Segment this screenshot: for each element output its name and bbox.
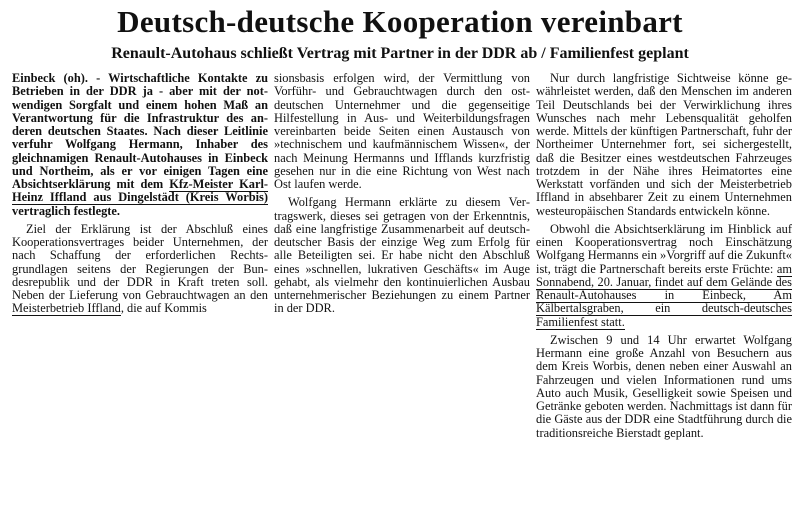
subheadline: Renault-Autohaus schließt Vertrag mit Partner in der DDR ab / Familienfest geplant: [111, 45, 689, 62]
paragraph-text-a: Ziel der Erklärung ist der Abschluß eines Kooperationsvertrages beider Unternehmen, der nach Schaffung der erforderlichen Rechtsgrundlagen seitens der Regierungen der Bundesrepublik und der DDR in Kraft treten soll. Neben der Lieferung von Gebrauchtwagen an den: [12, 221, 268, 302]
paragraph-text-a: Obwohl die Absichtserklärung im Hinblick auf einen Kooperationsvertrag noch Einschätzung Wolfgang Hermanns ein »Vorgriff auf die Zukunft« ist, trägt die Partnerschaft bereits erste Früchte:: [536, 221, 792, 276]
underlined-person-mention: Kfz-Meister Karl-Heinz Iffland aus Dingelstädt (Kreis Worbis): [12, 177, 269, 205]
body-paragraph: Wolfgang Hermann erklärte zu diesem Vertragswerk, dieses sei getragen von der Erkenntnis, daß eine langfristige Zusammenarbeit auf deutsch-deutscher Basis der einzige Weg zum Erfolg für alle Beteiligten sei. Er habe nicht den Abschluß eines »schnellen, lukrativen Geschäfts« im Auge gehabt, als vielmehr den kontinuierlichen Ausbau unternehmerischer Beziehungen zu einem Partner in der DDR.: [274, 195, 530, 316]
lead-paragraph: [12, 72, 268, 218]
headline: Deutsch-deutsche Kooperation vereinbart: [117, 4, 683, 39]
body-paragraph: Zwischen 9 und 14 Uhr erwartet Wolfgang Hermann eine große Anzahl von Besuchern aus dem Kreis Worbis, denen neben einer Auswahl an Fahrzeugen und vielen Informationen rund ums Auto auch Musik, Geselligkeit sowie Speisen und Getränke geboten werden. Nachmittags ist dann für die Gäste aus der DDR eine Stadtführung durch die traditionsreiche Bierstadt geplant.: [536, 332, 792, 440]
body-paragraph: sionsbasis erfolgen wird, der Vermittlung von Vorführ- und Gebrauchtwagen durch den ostdeutschen Unternehmer und die gegenseitige Hilfestellung in Aus- und Weiterbildungsfragen vereinbarten beide Seiten einen Austausch von »technischem und kaufmännischem Wissen«, der nach Meinung Hermanns und Ifflands kurzfristig gesehen nur in die eine Richtung von West nach Ost laufen werde.: [274, 71, 530, 191]
underlined-company-mention: Meisterbetrieb Iffland: [12, 301, 121, 316]
underlined-event-announcement: am Sonnabend, 20. Januar, findet auf dem Gelände des Renault-Autohauses in Einbeck, Am Kälbertalsgraben, ein deutsch-deutsches Familienfest statt.: [536, 261, 792, 329]
lead-text-a: Einbeck (oh). - Wirtschaftliche Kontakte zu Betrieben in der DDR ja - aber mit der notwendigen Sorgfalt und einem hohen Maß an Verantwortung für die Infrastruktur des anderen deutschen Staates. Nach dieser Leitlinie verfuhr Wolfgang Hermann, Inhaber des gleichnamigen Renault-Autohauses in Einbeck und Northeim, als er vor einigen Tagen eine Absichtserklärung mit dem: [12, 71, 268, 191]
column-1: [12, 72, 268, 316]
paragraph-text-b: , die auf Kommis: [120, 301, 207, 316]
body-paragraph: Nur durch langfristige Sichtweise könne gewährleistet werden, daß den Menschen im anderen Teil Deutschlands bei der Verwirklichung ihres Wunsches nach mehr Lebensqualität geholfen werde. Mittels der künftigen Partnerschaft, fuhr der Northeimer Unternehmer fort, sei sichergestellt, daß die Besitzer eines westdeutschen Fahrzeuges trotzdem in der Nähe ihres Heimatortes eine Werkstatt vorfänden und sich der Meisterbetrieb Iffland in absehbarer Zeit zu einem Unternehmen westeuropäischen Standards entwickeln könne.: [536, 71, 792, 218]
column-3: [536, 72, 792, 440]
column-2: [274, 72, 530, 316]
body-paragraph: [536, 223, 792, 329]
lead-text-b: vertraglich festlegte.: [12, 203, 121, 218]
body-paragraph: [12, 223, 268, 316]
